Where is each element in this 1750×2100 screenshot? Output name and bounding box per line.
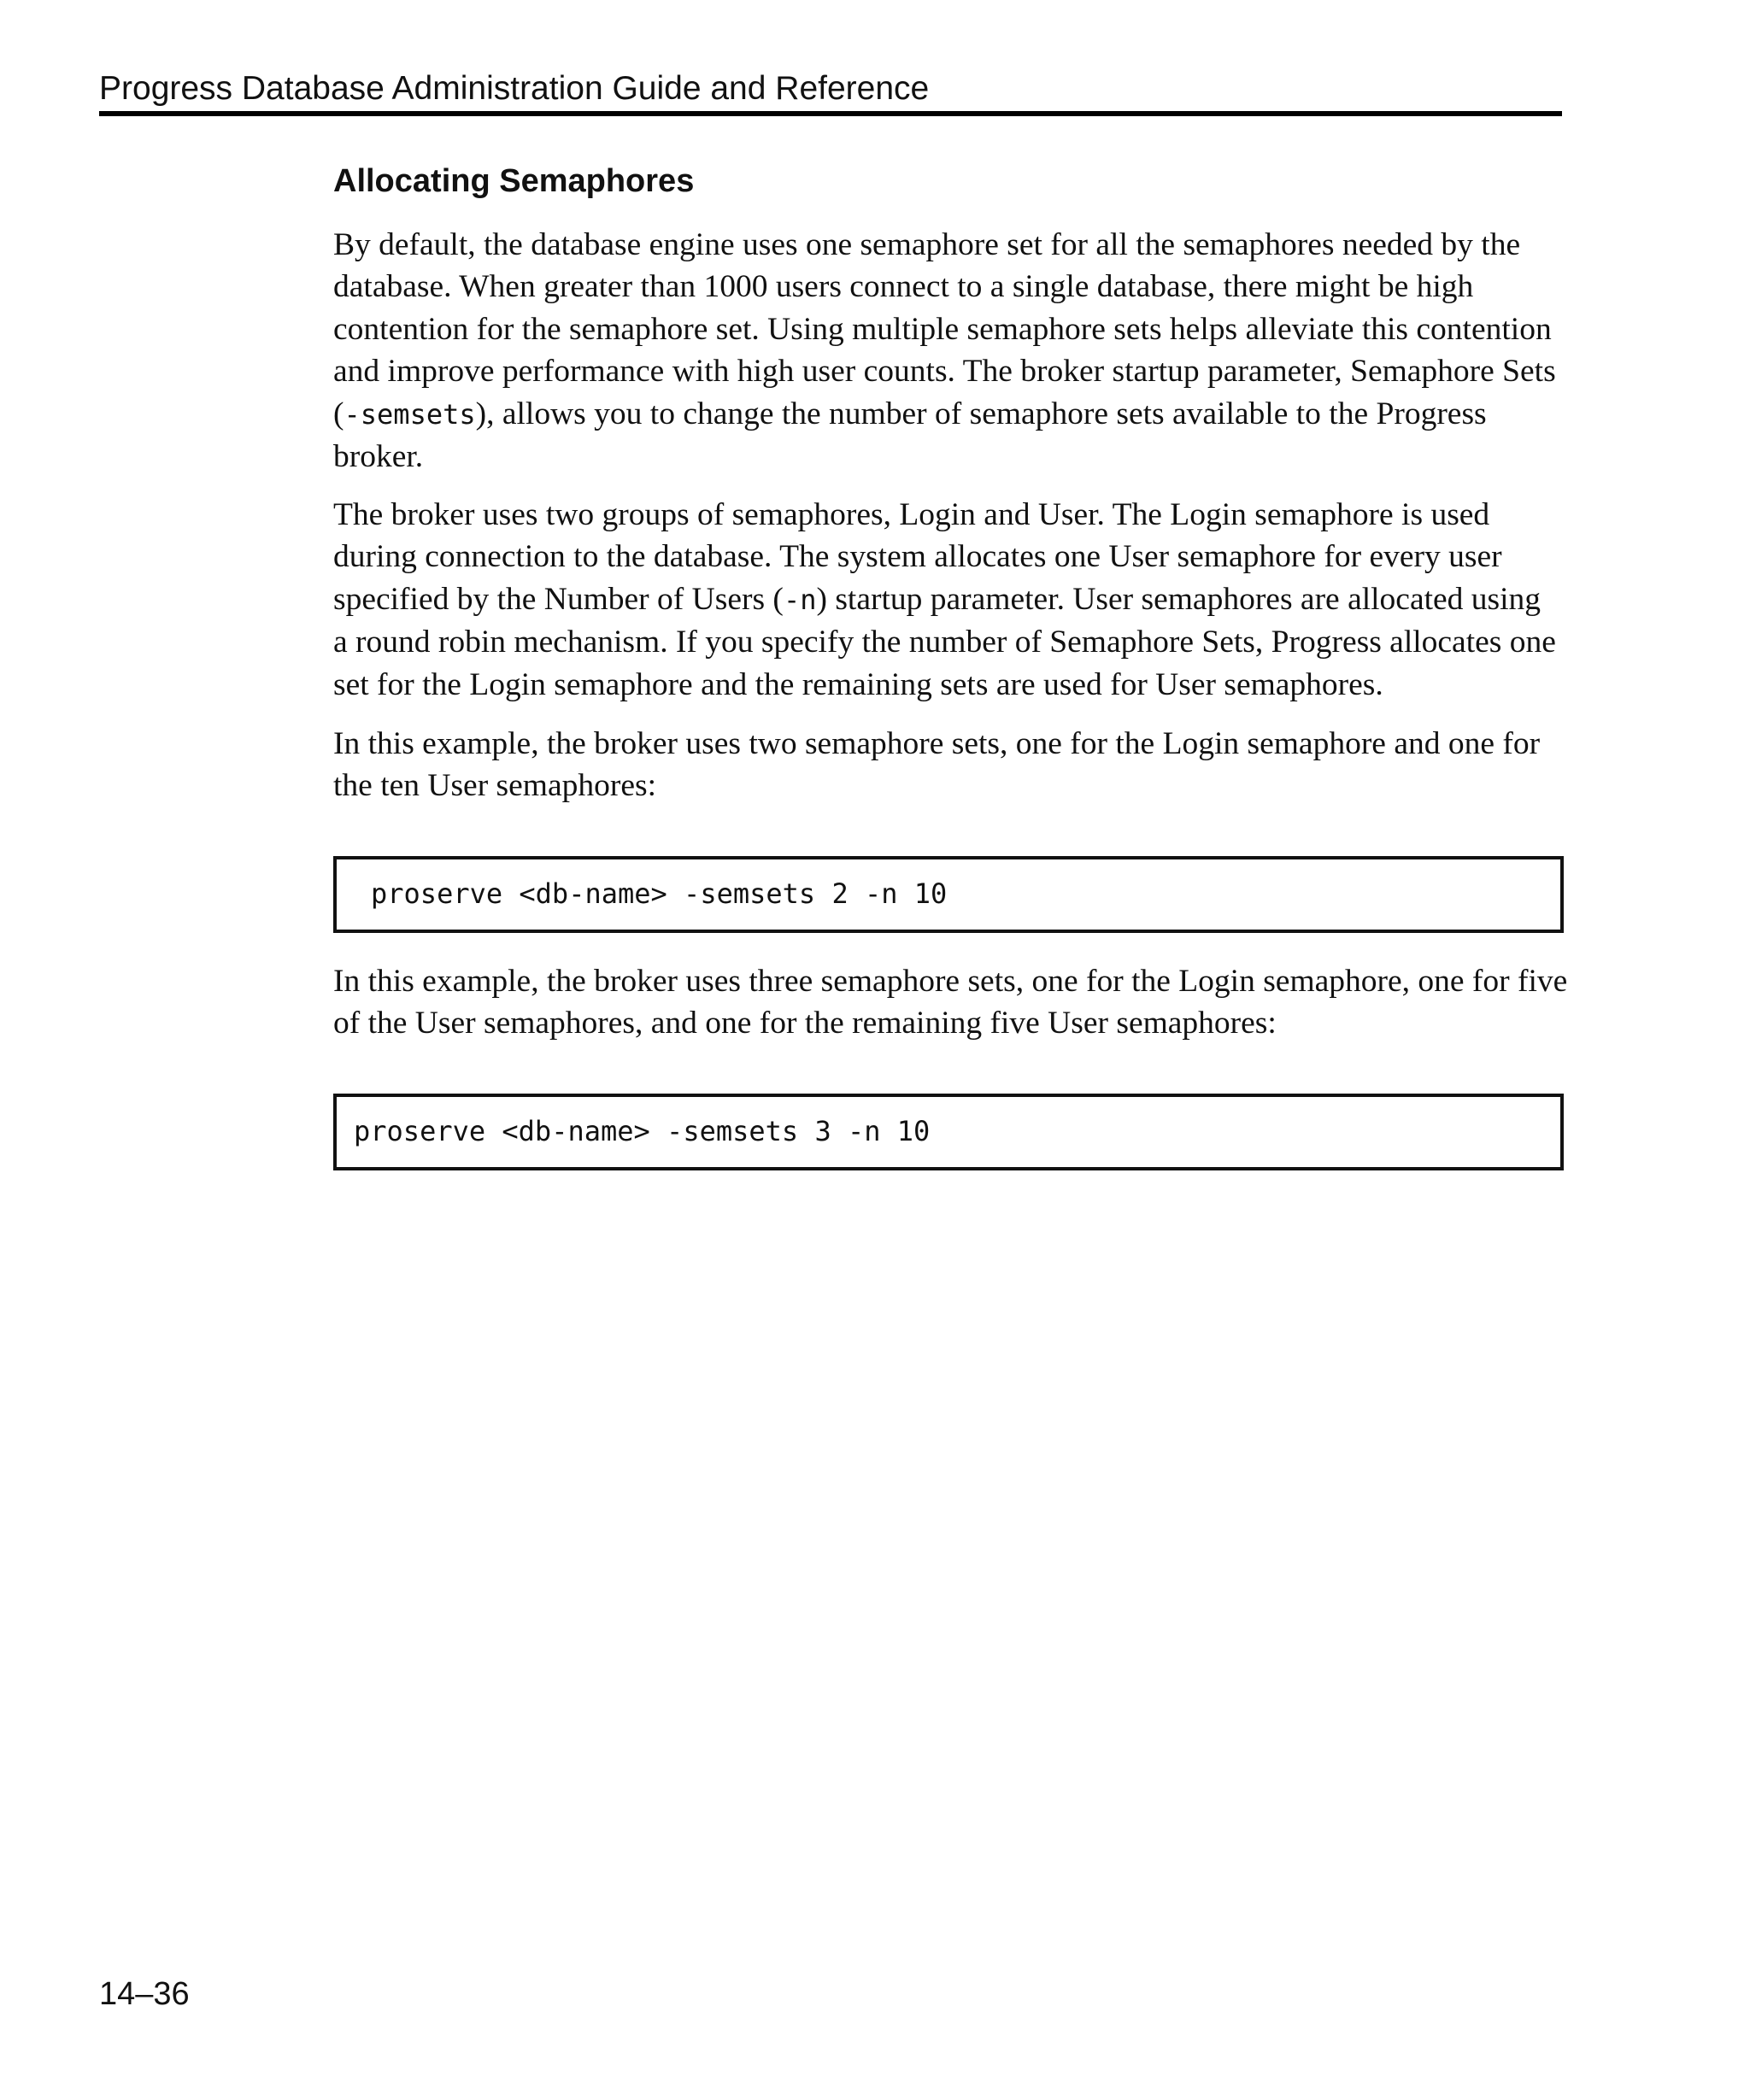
- paragraph-default-semaphores: [333, 224, 1564, 478]
- text-fragment: ) startup parameter. User semaphores are allocated using: [816, 581, 1542, 617]
- text-line: In this example, the broker uses two semaphore sets, one for the Login semaphore and one for: [333, 726, 1541, 761]
- text-line: set for the Login semaphore and the remaining sets are used for User semaphores.: [333, 666, 1383, 702]
- text-line: By default, the database engine uses one semaphore set for all the semaphores needed by the: [333, 227, 1521, 262]
- text-line: broker.: [333, 439, 424, 475]
- text-line: database. When greater than 1000 users connect to a single database, there might be high: [333, 269, 1474, 305]
- code-example-box: [333, 1094, 1564, 1170]
- code-example-box: [333, 856, 1564, 933]
- section-heading: Allocating Semaphores: [333, 163, 695, 199]
- text-line: [333, 393, 1564, 436]
- text-line: a round robin mechanism. If you specify the number of Semaphore Sets, Progress allocates one: [333, 625, 1556, 660]
- code-text: proserve <db-name> -semsets 3 -n 10: [354, 1115, 931, 1147]
- text-line: during connection to the database. The system allocates one User semaphore for every user: [333, 539, 1502, 575]
- running-header: Progress Database Administration Guide and Reference: [99, 70, 930, 107]
- text-line: and improve performance with high user counts. The broker startup parameter, Semaphore Sets: [333, 354, 1556, 390]
- inline-code: -semsets: [344, 397, 476, 431]
- text-fragment: (: [333, 396, 344, 431]
- paragraph-example-intro-2: [333, 960, 1568, 1045]
- code-text: proserve <db-name> -semsets 2 -n 10: [371, 877, 948, 910]
- paragraph-semaphore-groups: [333, 494, 1564, 706]
- text-line: contention for the semaphore set. Using multiple semaphore sets helps alleviate this contention: [333, 311, 1552, 347]
- header-rule: [99, 111, 1562, 116]
- text-fragment: specified by the Number of Users (: [333, 581, 784, 617]
- text-line: The broker uses two groups of semaphores, Login and User. The Login semaphore is used: [333, 497, 1490, 532]
- page-number: 14–36: [99, 1976, 190, 2012]
- paragraph-example-intro-1: [333, 723, 1564, 807]
- text-line: In this example, the broker uses three semaphore sets, one for the Login semaphore, one for five: [333, 964, 1568, 999]
- inline-code: -n: [783, 583, 817, 616]
- text-fragment: ), allows you to change the number of semaphore sets available to the Progress: [475, 396, 1487, 431]
- text-line: [333, 578, 1564, 621]
- text-line: of the User semaphores, and one for the remaining five User semaphores:: [333, 1006, 1277, 1041]
- text-line: the ten User semaphores:: [333, 768, 657, 804]
